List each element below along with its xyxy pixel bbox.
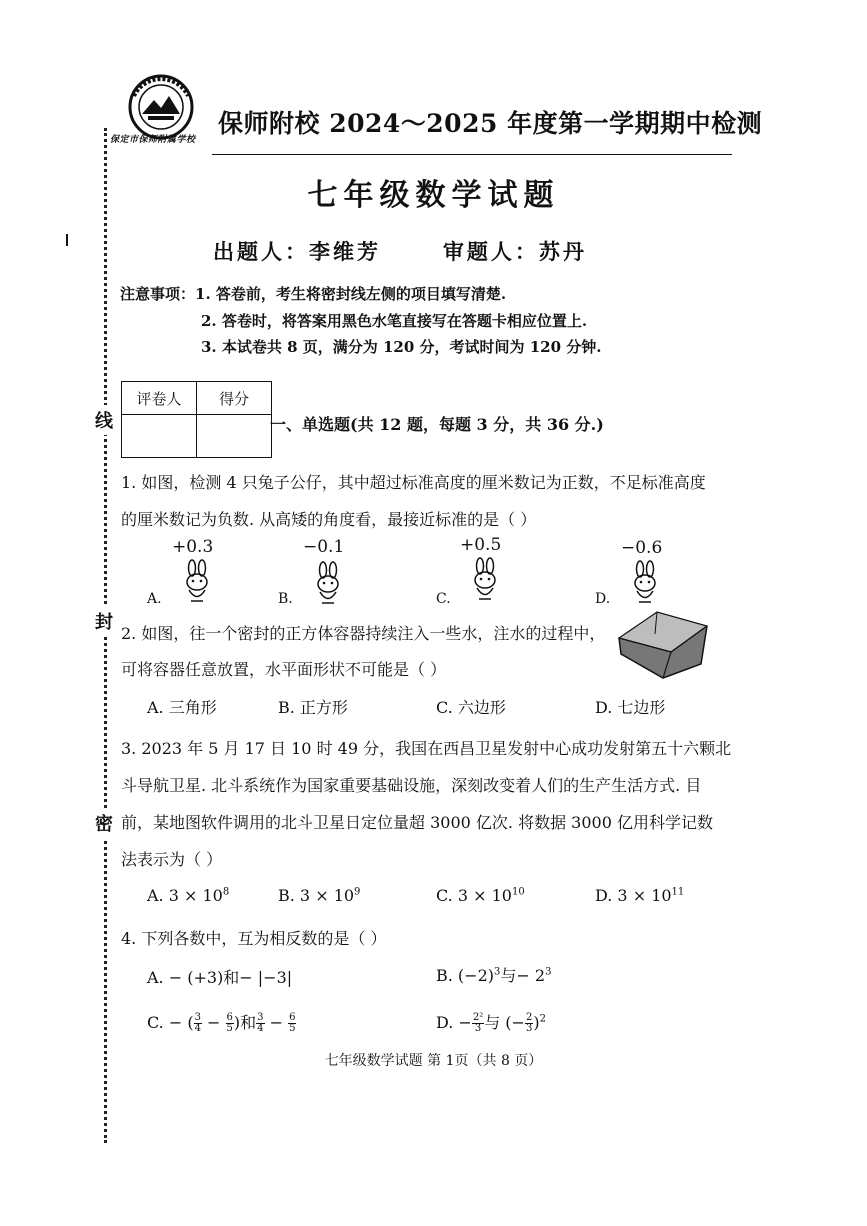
q3-option-a: A. $3 \times 10^8$ bbox=[147, 886, 230, 905]
q2-option-d: D. 七边形 bbox=[595, 698, 666, 717]
q3-option-d: D. $3 \times 10^{11}$ bbox=[595, 886, 685, 905]
fraction: $\frac{3}{4}$ bbox=[194, 1012, 201, 1034]
notice-item-2: 2. 答卷时，将答案用黑色水笔直接写在答题卡相应位置上. bbox=[201, 312, 588, 330]
q2-option-a: A. 三角形 bbox=[147, 698, 217, 717]
bunny-icon-d bbox=[630, 560, 660, 604]
grader-header: 评卷人 bbox=[122, 382, 197, 415]
q3-line-4: 法表示为（ ） bbox=[121, 850, 223, 869]
q2-option-b: B. 正方形 bbox=[278, 698, 348, 717]
score-cell[interactable] bbox=[197, 415, 272, 458]
q2-option-c: C. 六边形 bbox=[436, 698, 506, 717]
bunny-icon-b bbox=[313, 561, 343, 605]
q3-line-2: 斗导航卫星. 北斗系统作为国家重要基础设施，深刻改变着人们的生产生活方式. 目 bbox=[121, 776, 702, 795]
q2-line-1: 2. 如图，往一个密封的正方体容器持续注入一些水，注水的过程中， bbox=[121, 624, 606, 643]
q4-option-b: B. $(-2)^3$与− $2^3$ bbox=[436, 966, 552, 985]
authors-line: 出题人：李维芳 审题人：苏丹 bbox=[213, 239, 587, 264]
bunny-icon-c bbox=[470, 557, 500, 601]
q1-value-a: +0.3 bbox=[172, 537, 214, 557]
section-title: 一、单选题(共 12 题，每题 3 分，共 36 分.) bbox=[270, 415, 604, 434]
page-footer: 七年级数学试题 第 1页（共 8 页） bbox=[324, 1053, 543, 1069]
q1-value-c: +0.5 bbox=[460, 535, 502, 555]
q3-option-b: B. $3 \times 10^9$ bbox=[278, 886, 361, 905]
school-logo bbox=[128, 74, 194, 140]
q1-option-b: B. bbox=[278, 591, 293, 607]
binding-label-mi: 密 bbox=[95, 808, 113, 838]
notice-label: 注意事项： bbox=[120, 285, 196, 303]
q2-line-2: 可将容器任意放置，水平面形状不可能是（ ） bbox=[121, 660, 447, 679]
margin-mark bbox=[66, 234, 68, 246]
binding-label-xian: 线 bbox=[95, 405, 113, 435]
q1-option-a: A. bbox=[147, 591, 162, 607]
fraction: $\frac{6}{5}$ bbox=[226, 1012, 233, 1034]
grader-table bbox=[121, 381, 272, 458]
q4-stem: 4. 下列各数中，互为相反数的是（ ） bbox=[121, 929, 387, 948]
q4-option-c: C. − ( $\frac{3}{4}$ − $\frac{6}{5}$ )和 $\frac{3}{4}$ − $\frac{6}{5}$ bbox=[147, 1012, 296, 1034]
q4-option-d: D. − $\frac{\text{2²}}{3}$ 与 (− $\frac{2}{3}$ )$^2$ bbox=[436, 1012, 546, 1034]
header-rule bbox=[212, 154, 732, 155]
binding-label-feng: 封 bbox=[95, 606, 113, 636]
q3-line-3: 前，某地图软件调用的北斗卫星日定位量超 3000 亿次. 将数据 3000 亿用科学记数 bbox=[121, 813, 713, 832]
q1-value-b: −0.1 bbox=[303, 537, 345, 557]
q4-option-a: A. − (+3)和− |−3| bbox=[147, 968, 293, 987]
score-header: 得分 bbox=[197, 382, 272, 415]
bunny-icon-a bbox=[182, 559, 212, 603]
q1-line-2: 的厘米数记为负数. 从高矮的角度看，最接近标准的是（ ） bbox=[121, 510, 537, 529]
fraction: $\frac{2}{3}$ bbox=[525, 1012, 533, 1034]
grader-cell[interactable] bbox=[122, 415, 197, 458]
water-cube-figure bbox=[617, 608, 709, 680]
notice-item-3: 3. 本试卷共 8 页，满分为 120 分，考试时间为 120 分钟. bbox=[201, 338, 602, 356]
notice-item-1: 注意事项：1. 答卷前，考生将密封线左侧的项目填写清楚. bbox=[120, 285, 507, 303]
q3-option-c: C. $3 \times 10^{10}$ bbox=[436, 886, 525, 905]
q1-option-d: D. bbox=[595, 591, 611, 607]
school-name: 保定市保师附属学校 bbox=[110, 135, 196, 145]
exam-title: 保师附校 2024～2025 年度第一学期期中检测 bbox=[218, 109, 763, 138]
fraction: $\frac{3}{4}$ bbox=[257, 1012, 264, 1034]
q1-line-1: 1. 如图，检测 4 只兔子公仔，其中超过标准高度的厘米数记为正数，不足标准高度 bbox=[121, 473, 706, 492]
subject-title: 七年级数学试题 bbox=[307, 178, 560, 213]
q3-line-1: 3. 2023 年 5 月 17 日 10 时 49 分，我国在西昌卫星发射中心成功发射第五十六颗北 bbox=[121, 739, 732, 758]
fraction: $\frac{\text{2²}}{3}$ bbox=[472, 1012, 484, 1034]
fraction: $\frac{6}{5}$ bbox=[289, 1012, 296, 1034]
q1-option-c: C. bbox=[436, 591, 451, 607]
q1-value-d: −0.6 bbox=[621, 538, 663, 558]
